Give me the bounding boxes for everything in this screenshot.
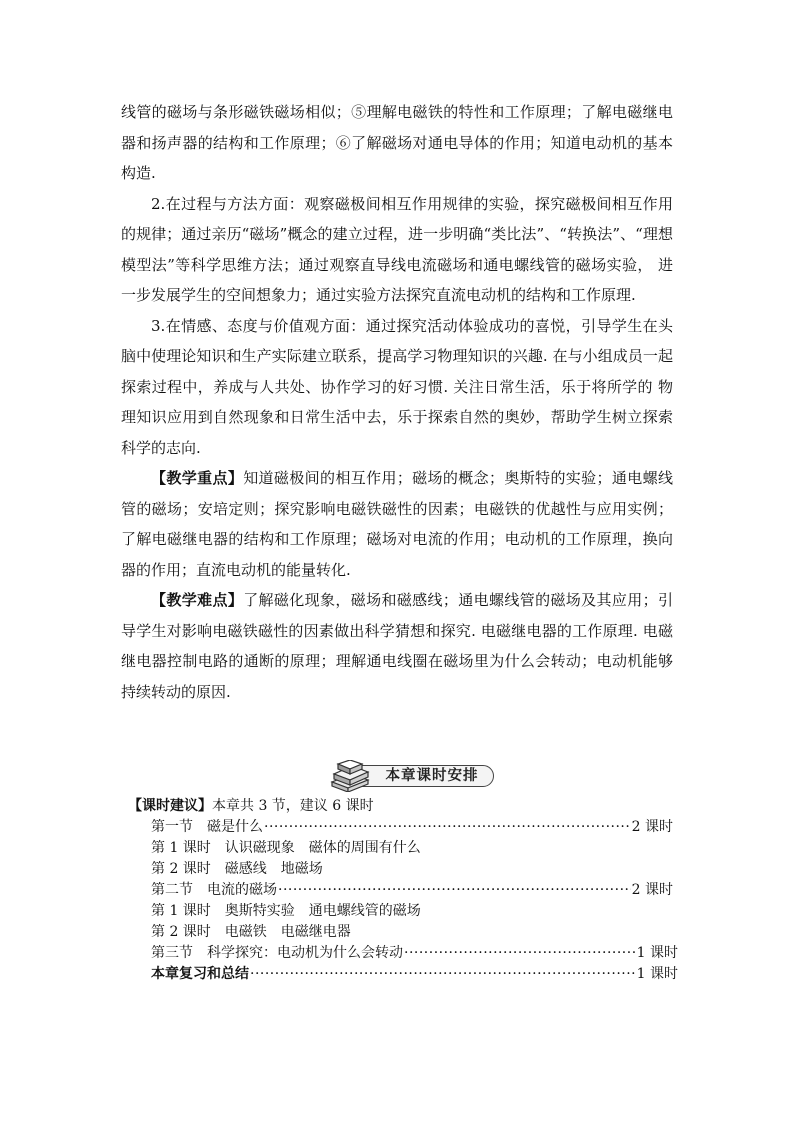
difficult-points-label: 【教学难点】 <box>151 591 244 609</box>
dot-leader <box>278 880 631 901</box>
schedule-row <box>128 901 673 922</box>
body-text <box>121 97 673 707</box>
schedule-row <box>128 943 678 964</box>
schedule-row <box>128 859 673 880</box>
schedule-label: 第 1 课时 认识磁现象 磁体的周围有什么 <box>151 840 421 856</box>
dot-leader <box>404 943 636 964</box>
schedule-hours: 2 课时 <box>631 819 673 835</box>
key-points-label: 【教学重点】 <box>151 469 244 487</box>
schedule-hours: 1 课时 <box>636 966 678 982</box>
section-banner <box>328 760 496 792</box>
schedule-label: 第 2 课时 电磁铁 电磁继电器 <box>151 924 351 940</box>
objectives-paragraph-1: 线管的磁场与条形磁铁磁场相似；⑤理解电磁铁的特性和工作原理；了解电磁继电器和扬声器的结构和工作原理；⑥了解磁场对通电导体的作用；知道电动机的基本构造. <box>121 103 673 182</box>
schedule-row <box>128 922 673 943</box>
key-points-paragraph <box>121 463 673 585</box>
objectives-paragraph-2: 2.在过程与方法方面：观察磁极间相互作用规律的实验，探究磁极间相互作用的规律；通过亲历“磁场”概念的建立过程，进一步明确“类比法”、“转换法”、“理想模型法”等科学思维方法；通过观察直导线电流磁场和通电螺线管的磁场实验， 进一步发展学生的空间想象力；通过实验方法探究直流电动机的结构和工作原理. <box>121 194 673 304</box>
suggestion-label: 【课时建议】 <box>128 798 212 814</box>
schedule-label: 第 1 课时 奥斯特实验 通电螺线管的磁场 <box>151 903 421 919</box>
schedule-row <box>128 817 673 838</box>
dot-leader <box>264 817 631 838</box>
book-stack-icon <box>328 760 372 792</box>
dot-leader <box>250 964 636 985</box>
schedule-label: 第三节 科学探究：电动机为什么会转动 <box>151 945 403 961</box>
schedule-label: 第 2 课时 磁感线 地磁场 <box>151 861 323 877</box>
schedule-hours: 2 课时 <box>631 882 673 898</box>
schedule-suggestion <box>128 796 673 817</box>
banner-title: 本章课时安排 <box>385 768 479 784</box>
schedule-row <box>128 880 673 901</box>
schedule-label: 本章复习和总结 <box>151 966 249 982</box>
lesson-schedule <box>128 796 678 985</box>
schedule-row <box>128 838 673 859</box>
suggestion-text: 本章共 3 节，建议 6 课时 <box>212 798 374 814</box>
banner-bar <box>352 765 494 787</box>
schedule-hours: 1 课时 <box>636 945 678 961</box>
difficult-points-paragraph <box>121 585 673 707</box>
key-points-text: 知道磁极间的相互作用；磁场的概念；奥斯特的实验；通电螺线管的磁场；安培定则；探究影响电磁铁磁性的因素；电磁铁的优越性与应用实例；了解电磁继电器的结构和工作原理；磁场对电流的作用；电动机的工作原理，换向器的作用；直流电动机的能量转化. <box>121 469 673 579</box>
objectives-paragraph-3: 3.在情感、态度与价值观方面：通过探究活动体验成功的喜悦，引导学生在头脑中使理论知识和生产实际建立联系，提高学习物理知识的兴趣. 在与小组成员一起探索过程中，养成与人共处、协作学习的好习惯. 关注日常生活，乐于将所学的 物理知识应用到自然现象和日常生活中去，乐于探索自然的奥妙，帮助学生树立探索科学的志向. <box>121 316 673 457</box>
schedule-label: 第二节 电流的磁场 <box>151 882 277 898</box>
schedule-row <box>128 964 678 985</box>
schedule-label: 第一节 磁是什么 <box>151 819 263 835</box>
difficult-points-text: 了解磁化现象，磁场和磁感线；通电螺线管的磁场及其应用；引导学生对影响电磁铁磁性的因素做出科学猜想和探究. 电磁继电器的工作原理. 电磁继电器控制电路的通断的原理；理解通电线圈在磁场里为什么会转动；电动机能够持续转动的原因. <box>121 591 673 701</box>
